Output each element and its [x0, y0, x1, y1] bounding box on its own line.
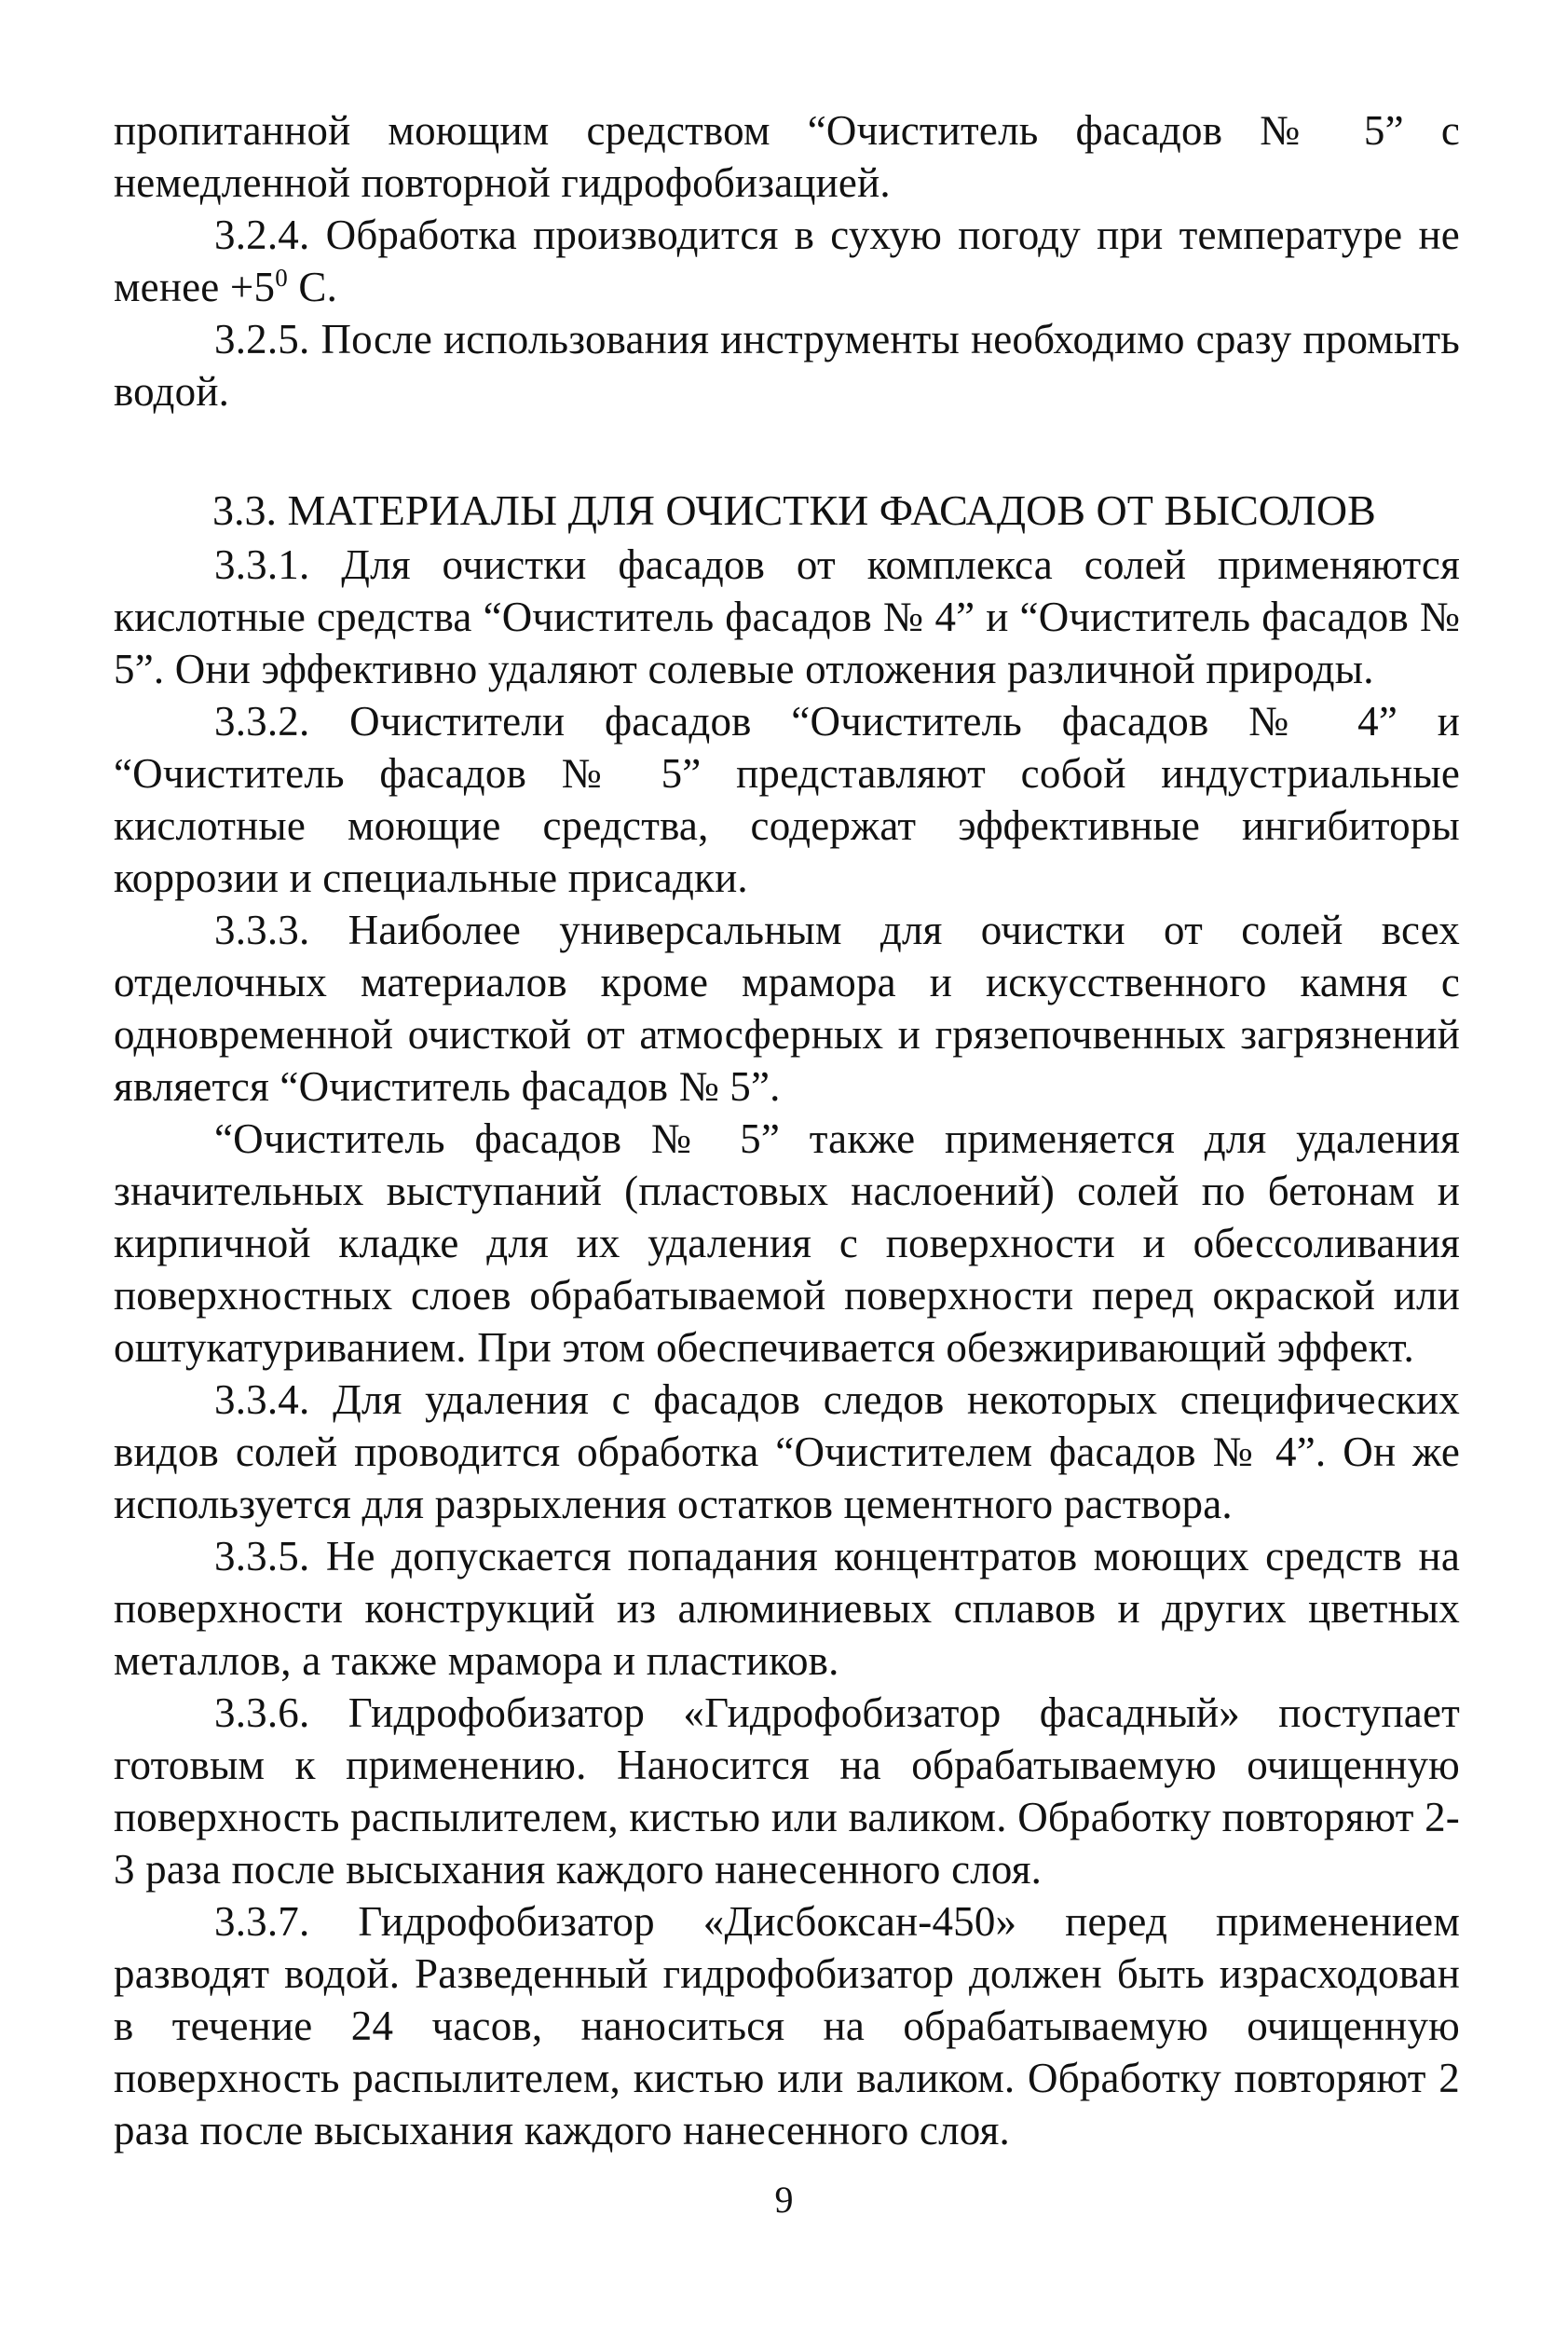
- top-section: [114, 104, 1460, 417]
- paragraph-continuation: пропитанной моющим средством “Очиститель фасадов № 5” с немедленной повторной гидрофобизацией.: [114, 107, 1460, 206]
- paragraph-3-2-4: [114, 209, 1460, 313]
- paragraph-3-3-5: 3.3.5. Не допускается попадания концентратов моющих средств на поверхности конструкций из алюминиевых сплавов и других цветных металлов, а также мрамора и пластиков.: [114, 1533, 1460, 1684]
- paragraph-3-3-3: 3.3.3. Наиболее универсальным для очистки от солей всех отделочных материалов кроме мрамора и искусственного камня с одновременной очисткой от атмосферных и грязепочвенных загрязнений является “Очиститель фасадов № 5”.: [114, 907, 1460, 1110]
- paragraph-3-3-2: 3.3.2. Очистители фасадов “Очиститель фасадов № 4” и “Очиститель фасадов № 5” представляют собой индустриальные кислотные моющие средства, содержат эффективные ингибиторы коррозии и специальные присадки.: [114, 698, 1460, 901]
- paragraph-cleaner-5: “Очиститель фасадов № 5” также применяется для удаления значительных выступаний (пластовых наслоений) солей по бетонам и кирпичной кладке для их удаления с поверхности и обессоливания поверхностных слоев обрабатываемой поверхности перед окраской или оштукатуриванием. При этом обеспечивается обезжиривающий эффект.: [114, 1115, 1460, 1371]
- paragraph-3-3-1: 3.3.1. Для очистки фасадов от комплекса солей применяются кислотные средства “Очиститель фасадов № 4” и “Очиститель фасадов № 5”. Они эффективно удаляют солевые отложения различной природы.: [114, 541, 1460, 692]
- paragraph-3-3-6: 3.3.6. Гидрофобизатор «Гидрофобизатор фасадный» поступает готовым к применению. Наносится на обрабатываемую очищенную поверхность распылителем, кистью или валиком. Обработку повторяют 2-3 раза после высыхания каждого нанесенного слоя.: [114, 1689, 1460, 1893]
- section-heading: 3.3. МАТЕРИАЛЫ ДЛЯ ОЧИСТКИ ФАСАДОВ ОТ ВЫСОЛОВ: [212, 486, 1376, 534]
- paragraph-3-2-4-unit: С.: [287, 264, 338, 310]
- page-number: 9: [774, 2179, 794, 2221]
- paragraph-3-3-7: 3.3.7. Гидрофобизатор «Дисбоксан-450» перед применением разводят водой. Разведенный гидрофобизатор должен быть израсходован в течение 24 часов, наноситься на обрабатываемую очищенную поверхность распылителем, кистью или валиком. Обработку повторяют 2 раза после высыхания каждого нанесенного слоя.: [114, 1898, 1460, 2153]
- paragraph-3-3-4: 3.3.4. Для удаления с фасадов следов некоторых специфических видов солей проводится обработка “Очистителем фасадов № 4”. Он же используется для разрыхления остатков цементного раствора.: [114, 1376, 1460, 1527]
- degree-superscript: 0: [275, 264, 288, 292]
- paragraph-3-2-4-text: 3.2.4. Обработка производится в сухую погоду при температуре не менее +5: [114, 212, 1460, 310]
- paragraph-3-2-5: 3.2.5. После использования инструменты необходимо сразу промыть водой.: [114, 316, 1460, 415]
- section-3-3-body: [114, 539, 1460, 2156]
